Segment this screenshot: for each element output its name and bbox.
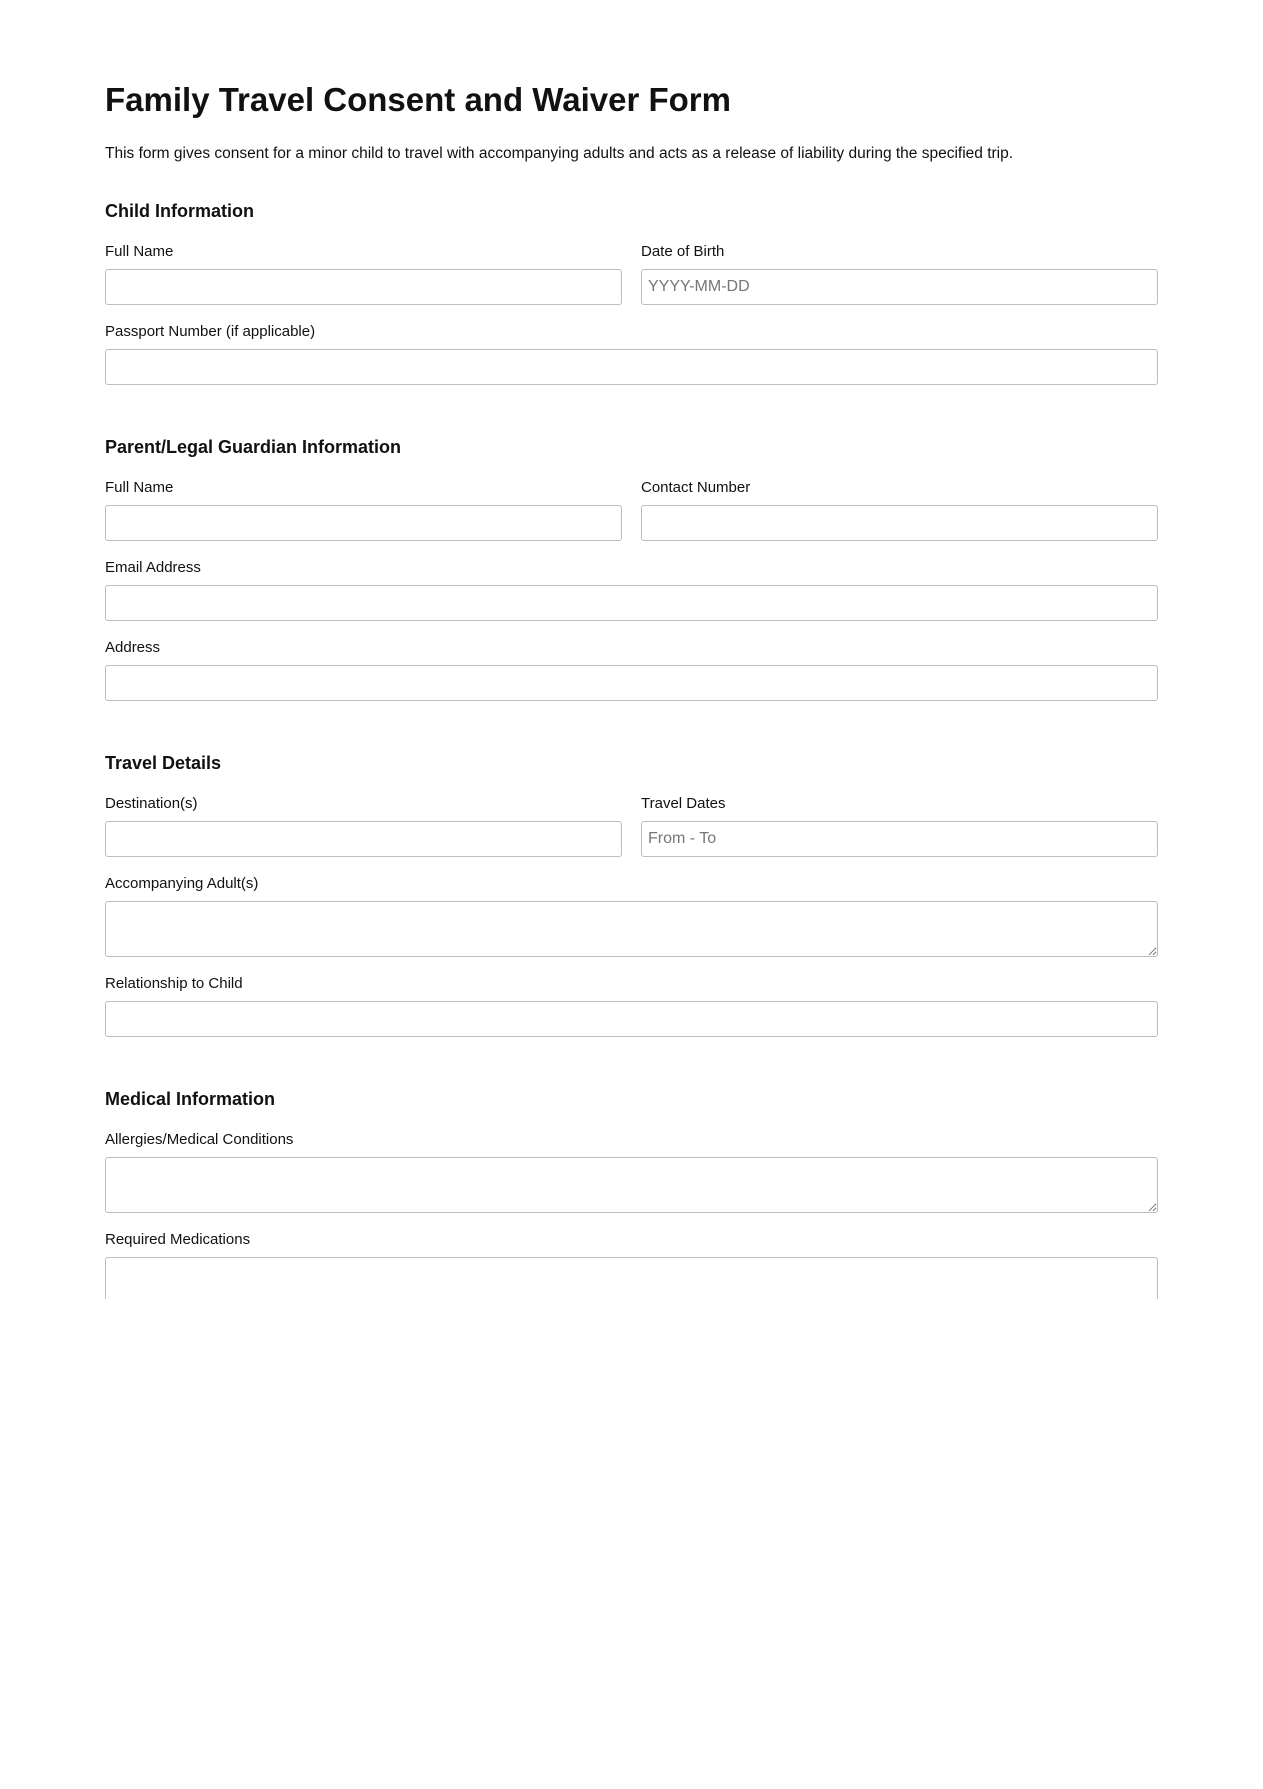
- label-travel-dates: Travel Dates: [641, 795, 726, 812]
- label-child-full-name: Full Name: [105, 243, 174, 260]
- section-travel-details: [105, 751, 1158, 1037]
- relationship-input[interactable]: [105, 1001, 1158, 1037]
- label-accompanying-adults: Accompanying Adult(s): [105, 875, 259, 892]
- accompanying-adults-textarea[interactable]: [105, 901, 1158, 957]
- destinations-input[interactable]: [105, 821, 622, 857]
- section-medical-information: [105, 1087, 1158, 1299]
- field-travel-dates: [641, 794, 1158, 857]
- allergies-textarea[interactable]: [105, 1157, 1158, 1213]
- child-passport-input[interactable]: [105, 349, 1158, 385]
- guardian-address-input[interactable]: [105, 665, 1158, 701]
- field-destinations: [105, 794, 622, 857]
- guardian-contact-input[interactable]: [641, 505, 1158, 541]
- guardian-full-name-input[interactable]: [105, 505, 622, 541]
- label-child-passport: Passport Number (if applicable): [105, 323, 316, 340]
- label-medications: Required Medications: [105, 1231, 251, 1248]
- field-guardian-contact: [641, 478, 1158, 541]
- label-guardian-address: Address: [105, 639, 161, 656]
- field-accompanying-adults: [105, 874, 1158, 957]
- field-child-passport: [105, 322, 1158, 385]
- field-medications: [105, 1230, 1158, 1299]
- label-guardian-full-name: Full Name: [105, 479, 174, 496]
- field-guardian-full-name: [105, 478, 622, 541]
- section-guardian-information: [105, 435, 1158, 701]
- label-guardian-contact: Contact Number: [641, 479, 751, 496]
- field-guardian-email: [105, 558, 1158, 621]
- guardian-row-1: [105, 478, 1158, 558]
- section-heading-guardian: Parent/Legal Guardian Information: [105, 437, 402, 457]
- page-title: Family Travel Consent and Waiver Form: [105, 81, 731, 118]
- label-child-dob: Date of Birth: [641, 243, 725, 260]
- guardian-email-input[interactable]: [105, 585, 1158, 621]
- label-allergies: Allergies/Medical Conditions: [105, 1131, 294, 1148]
- page-description: This form gives consent for a minor child to travel with accompanying adults and acts as a release of liability during the specified trip.: [105, 145, 1014, 162]
- child-row-1: [105, 242, 1158, 322]
- child-full-name-input[interactable]: [105, 269, 622, 305]
- label-destinations: Destination(s): [105, 795, 198, 812]
- field-allergies: [105, 1130, 1158, 1213]
- travel-row-1: [105, 794, 1158, 874]
- field-guardian-address: [105, 638, 1158, 701]
- field-child-full-name: [105, 242, 622, 305]
- form-sections: [105, 199, 1158, 1299]
- field-relationship: [105, 974, 1158, 1037]
- travel-dates-input[interactable]: [641, 821, 1158, 857]
- medications-textarea[interactable]: [105, 1257, 1158, 1299]
- section-heading-child: Child Information: [105, 201, 254, 221]
- field-child-dob: [641, 242, 1158, 305]
- section-heading-travel: Travel Details: [105, 753, 222, 773]
- label-relationship: Relationship to Child: [105, 975, 243, 992]
- section-heading-medical: Medical Information: [105, 1089, 276, 1109]
- child-dob-input[interactable]: [641, 269, 1158, 305]
- section-child-information: [105, 199, 1158, 385]
- label-guardian-email: Email Address: [105, 559, 201, 576]
